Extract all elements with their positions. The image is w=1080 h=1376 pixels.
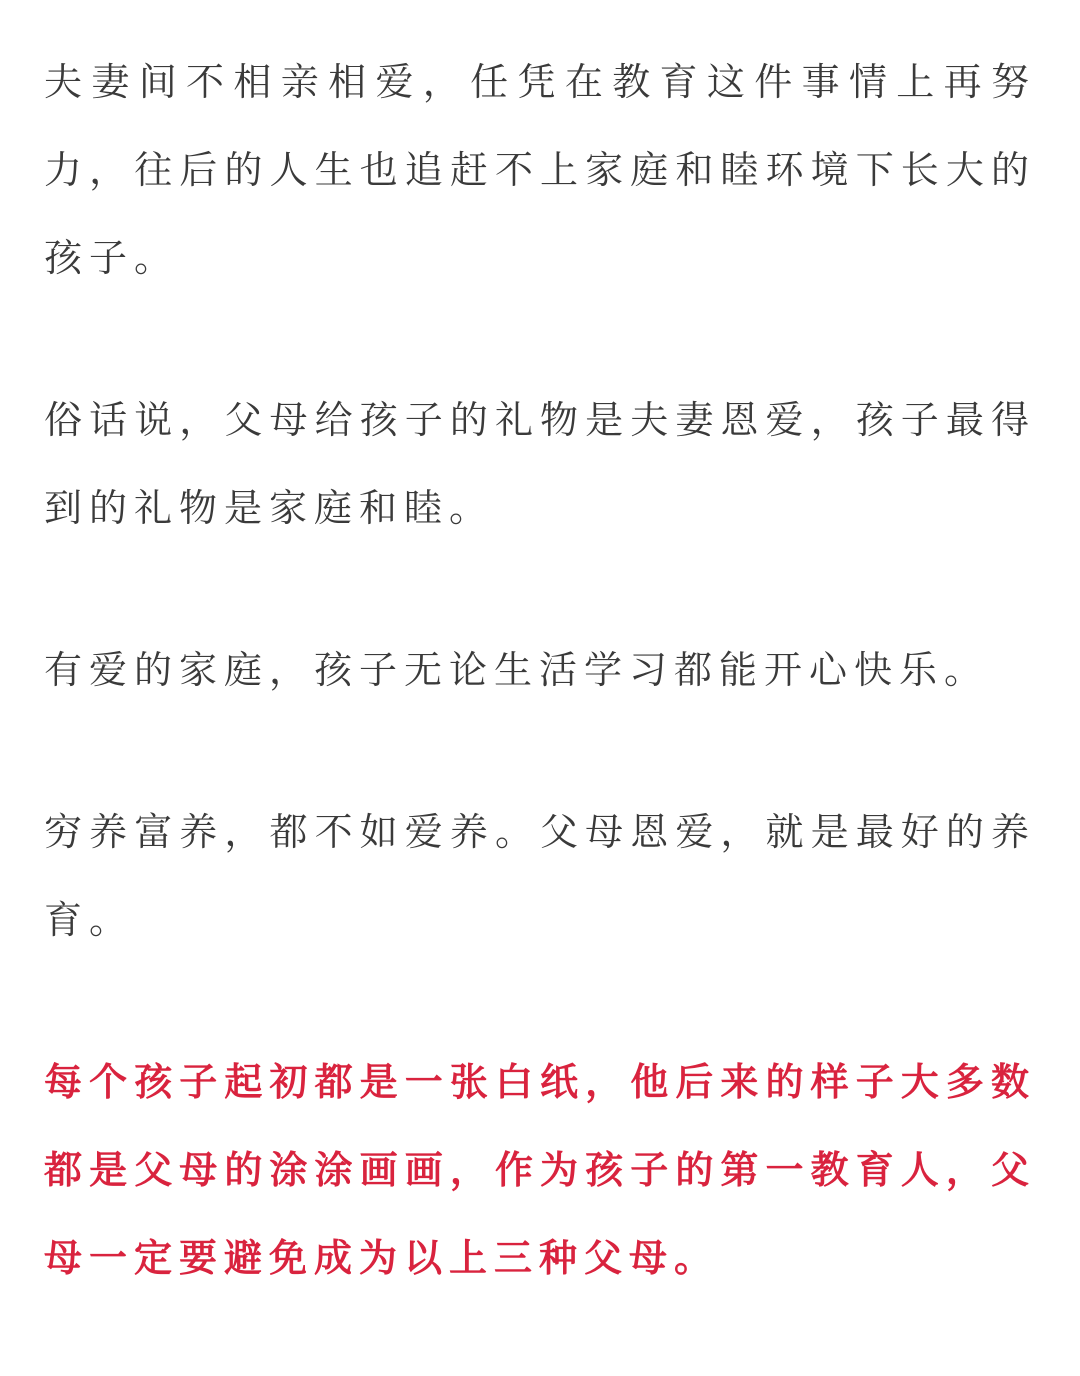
article-body <box>44 38 1036 1376</box>
paragraph-3: 有爱的家庭，孩子无论生活学习都能开心快乐。 <box>44 648 990 692</box>
paragraph-4: 穷养富养，都不如爱养。父母恩爱，就是最好的养育。 <box>44 810 1036 942</box>
paragraph-2: 俗话说，父母给孩子的礼物是夫妻恩爱，孩子最得到的礼物是家庭和睦。 <box>44 398 1036 530</box>
paragraph-1: 夫妻间不相亲相爱，任凭在教育这件事情上再努力，往后的人生也追赶不上家庭和睦环境下长大的孩子。 <box>44 60 1036 280</box>
highlighted-paragraph: 每个孩子起初都是一张白纸，他后来的样子大多数都是父母的涂涂画画，作为孩子的第一教育人，父母一定要避免成为以上三种父母。 <box>44 1060 1036 1280</box>
